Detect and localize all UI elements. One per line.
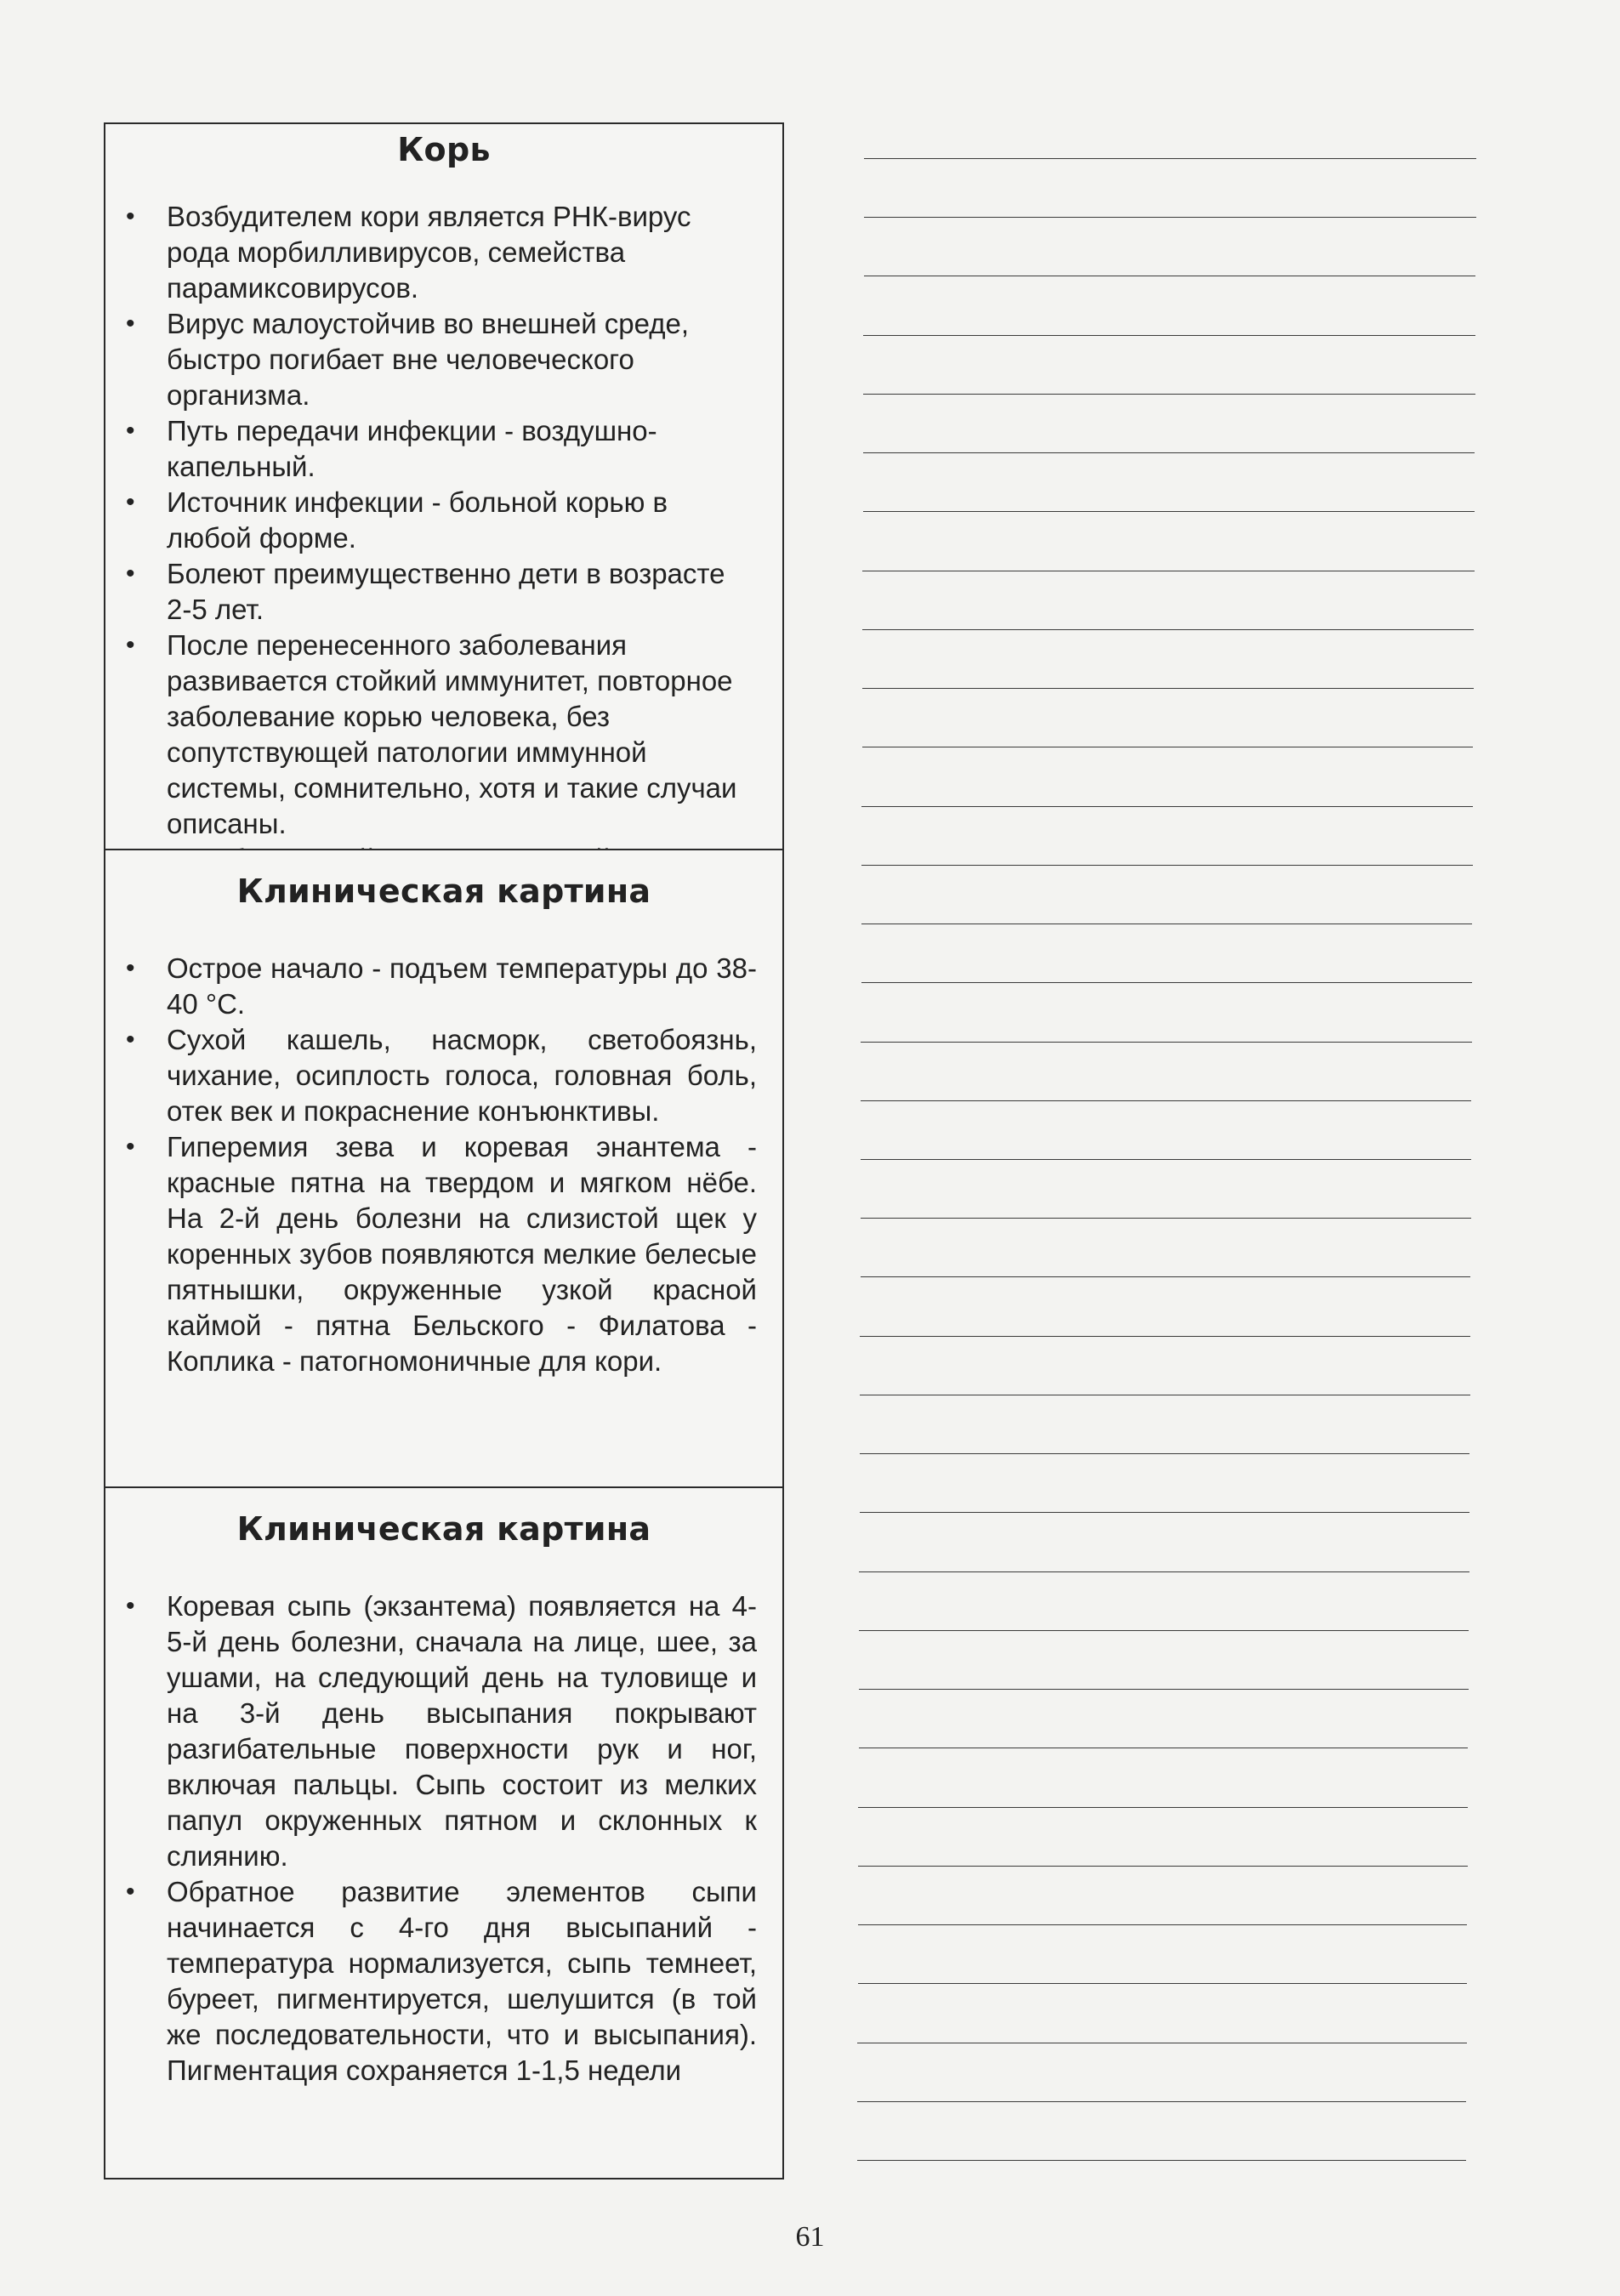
writing-line [861,982,1472,983]
bullet-list [105,951,782,1379]
writing-line [857,2101,1466,2102]
bullet-icon: • [126,954,135,982]
bullet-icon: • [126,202,135,230]
section-title: Клиническая картина [236,1510,651,1548]
writing-line [860,1512,1469,1513]
section-title: Корь [397,131,491,168]
bullet-list [105,1588,782,2089]
writing-line [862,688,1474,689]
bullet-icon: • [126,560,135,588]
list-item: • Коревая сыпь (экзантема) появляется на 4-5-й день болезни, сначала на лице, шее, за ушами, на следующий день на туловище и на 3-й день высыпания покрывают разгибательные поверхности рук и ног, включая пальцы. Сыпь состоит из мелких папул окруженных пятном и склонных к слиянию. [126,1590,757,1872]
list-item: • Возбудителем кори является РНК-вирус рода морбилливирусов, семейства парамиксовирусов. [126,201,691,304]
writing-line [859,1571,1469,1572]
list-item: • Источник инфекции - больной корью в любой форме. [126,486,668,554]
writing-line [864,158,1476,159]
bullet-icon: • [126,1878,135,1906]
bullet-list [105,199,782,878]
writing-line [859,1689,1469,1690]
writing-line [860,1453,1469,1454]
writing-line [863,452,1475,453]
bullet-icon: • [126,631,135,659]
writing-line [858,1924,1467,1925]
writing-line [862,629,1474,630]
writing-line [861,1042,1471,1043]
writing-line [859,1630,1469,1631]
section-clinical-picture-1 [104,849,784,1488]
bullet-icon: • [126,1026,135,1054]
list-item: • Вирус малоустойчив во внешней среде, быстро погибает вне человеческого организма. [126,308,690,411]
section-title: Клиническая картина [236,872,651,910]
writing-line [857,2160,1466,2161]
writing-line [861,1159,1471,1160]
bullet-icon: • [126,1133,135,1161]
writing-line [863,394,1475,395]
list-item: • Обратное развитие элементов сыпи начинается с 4-го дня высыпаний - температура нормализуется, сыпь темнеет, буреет, пигментируется, шелушится (в той же последовательности, что и высыпания). Пигментация сохраняется 1-1,5 недели [126,1876,757,2086]
list-item: • После перенесенного заболевания развивается стойкий иммунитет, повторное заболевание корью человека, без сопутствующей патологии иммунной системы, сомнительно, хотя и такие случаи описаны. [126,629,737,839]
bullet-icon: • [126,310,135,338]
writing-line [863,335,1475,336]
writing-line [863,511,1475,512]
writing-line [858,1983,1467,1984]
list-item: • Сухой кашель, насморк, светобоязнь, чихание, осиплость голоса, головная боль, отек век и покраснение конъюнктивы. [126,1024,757,1127]
writing-line [861,806,1473,807]
writing-line [860,1336,1470,1337]
writing-line [864,217,1476,218]
page-number: 61 [795,2221,825,2253]
writing-line [861,1218,1471,1219]
writing-line [861,1276,1471,1277]
list-item: • Путь передачи инфекции - воздушно-капельный. [126,415,657,482]
bullet-icon: • [126,417,135,445]
list-item: • Острое начало - подъем температуры до 38-40 °С. [126,952,757,1020]
bullet-icon: • [126,1592,135,1620]
list-item: • Гиперемия зева и коревая энантема - красные пятна на твердом и мягком нёбе. На 2-й день болезни на слизистой щек у коренных зубов появляются мелкие белесые пятнышки, окруженные узкой красной каймой - пятна Бельского - Филатова - Коплика - патогномоничные для кори. [126,1131,757,1377]
section-clinical-picture-2 [104,1486,784,2179]
writing-line [858,1807,1468,1808]
list-item: • Болеют преимущественно дети в возрасте 2-5 лет. [126,558,725,625]
section-measles [104,122,784,850]
writing-line [861,1100,1471,1101]
writing-line [858,1866,1468,1867]
bullet-icon: • [126,488,135,516]
writing-line [861,865,1473,866]
